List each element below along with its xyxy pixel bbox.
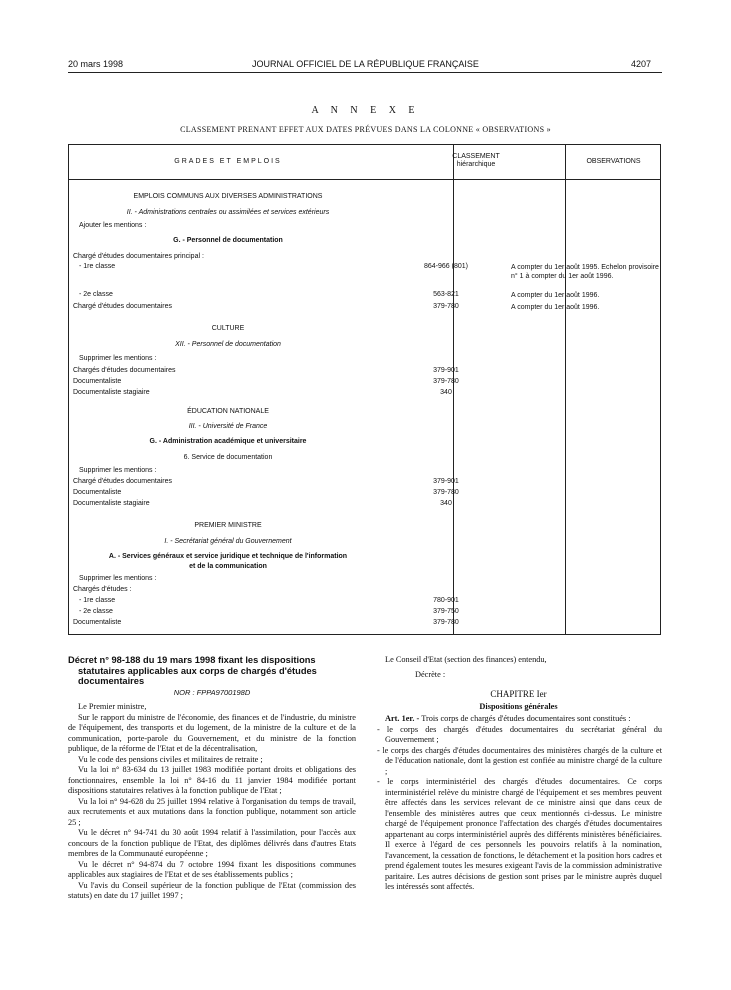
observation-text: A compter du 1er août 1996. [511,304,600,311]
table-row [69,499,660,509]
table-row [69,192,660,202]
table-row [69,302,660,312]
classement-value: 379-780 [433,378,459,385]
classement-value: 379-780 [433,303,459,310]
decrete-line: Décrète : [415,669,446,679]
table-row [69,585,660,595]
visa-paragraph: Vu le code des pensions civiles et militaires de retraite ; [78,754,263,764]
table-row [69,208,660,218]
header-divider [69,179,660,180]
table-row [69,252,660,262]
section-heading: G. - Personnel de documentation [173,237,283,244]
decret-visas [68,702,356,902]
visa-paragraph: Vu la loi n° 94-628 du 25 juillet 1994 relative à l'organisation du temps de travail, aux recrutements et aux mutations dans la fonction publique, notamment son article 25 ; [68,796,356,827]
row-label: Supprimer les mentions : [79,467,157,474]
classement-value: 379-780 [433,619,459,626]
table-row [69,607,660,617]
header-rule [68,72,662,73]
article-label: Art. 1er. - [385,714,420,723]
classement-value: 379-780 [433,489,459,496]
table-row [69,221,660,231]
classement-value: 340 [440,389,452,396]
conseil-line: Le Conseil d'Etat (section des finances) entendu, [385,655,547,664]
table-row [69,618,660,628]
table-row [69,262,660,280]
header-classement: CLASSEMENT hiérarchique [452,153,500,168]
visa-paragraph: Vu la loi n° 83-634 du 13 juillet 1983 modifiée portant droits et obligations des fonctionnaires, ensemble la loi n° 84-16 du 11 janvier 1984 modifiée portant dispositions statutaires relatives à la fonction publique de l'Etat ; [68,765,356,795]
section-heading: XII. - Personnel de documentation [175,341,281,348]
classement-value: 379-750 [433,608,459,615]
table-row [69,236,660,246]
annexe-title: A N N E X E [311,105,420,116]
chapitre-heading: CHAPITRE Ier [490,689,547,699]
table-row [69,437,660,447]
table-row [69,354,660,364]
section-heading: PREMIER MINISTRE [194,522,262,529]
header-grades: GRADES ET EMPLOIS [174,158,282,165]
table-row [69,388,660,398]
classement-value: 864-966 (801) [424,263,468,270]
visa-paragraph: Sur le rapport du ministre de l'économie, des finances et de l'industrie, du ministre de l'équipement, des transports et du logement, de la ministre de la culture et de la communication, porte-parole du Gouvernement, et du ministre de la fonction publique, de la réforme de l'Etat et de la décentralisation, [68,712,356,753]
visa-paragraph: Vu le décret n° 94-874 du 7 octobre 1994 fixant les dispositions communes applicables aux stagiaires de l'Etat et de ses établissements publics ; [68,859,356,879]
section-heading: CULTURE [211,325,245,332]
observation-text: A compter du 1er août 1995. Echelon provisoire n° 1 à compter du 1er août 1996. [511,264,659,280]
section-heading: I. - Secrétariat général du Gouvernement [164,538,292,545]
grade-label: - 2e classe [69,607,381,617]
table-row [69,324,660,334]
header-observations: OBSERVATIONS [586,158,641,165]
row-label: Supprimer les mentions : [79,355,157,362]
table-row [69,521,660,531]
section-heading-line2: et de la communication [189,563,267,570]
table-row [69,453,660,463]
section-heading: II. - Administrations centrales ou assimilées et services extérieurs [126,209,330,216]
section-heading: ÉDUCATION NATIONALE [187,408,269,415]
table-row [69,537,660,547]
table-row [69,488,660,498]
journal-title: JOURNAL OFFICIEL DE LA RÉPUBLIQUE FRANÇAISE [252,59,479,69]
observation-text: A compter du 1er août 1996. [511,292,600,299]
dispositions-heading: Dispositions générales [479,701,558,711]
annexe-subtitle: CLASSEMENT PRENANT EFFET AUX DATES PRÉVUES DANS LA COLONNE « OBSERVATIONS » [180,125,551,134]
section-heading: 6. Service de documentation [183,454,273,461]
grade-label: Chargé d'études documentaires [69,302,381,312]
article-items [375,725,662,893]
table-row [69,366,660,376]
row-label: Supprimer les mentions : [79,575,157,582]
grade-label: Documentaliste stagiaire [69,499,381,509]
section-heading: A. - Services généraux et service juridique et technique de l'information [108,553,348,560]
decret-title: Décret n° 98-188 du 19 mars 1998 fixant les dispositions statutaires applicables aux corps de chargés d'études documentaires [68,655,317,686]
grade-label: - 2e classe [69,290,381,300]
grade-label: Documentaliste stagiaire [69,388,381,398]
table-row [69,552,660,570]
section-heading: G. - Administration académique et universitaire [149,438,307,445]
article-list-item: - le corps des chargés d'études documentaires des ministères chargés de la culture et de l'éducation nationale, dont la gestion est confiée au ministre chargé de la culture ; [377,745,662,776]
article-list-item: - le corps des chargés d'études documentaires du secrétariat général du Gouvernement ; [377,724,662,744]
grade-label: Documentaliste [69,618,381,628]
table-row [69,407,660,417]
grade-label: Chargé d'études documentaires [69,477,381,487]
classement-value: 379-901 [433,478,459,485]
grade-label: - 1re classe [69,596,381,606]
article-intro: Trois corps de chargés d'études documentaires sont constitués : [421,714,631,723]
grade-label: Documentaliste [69,488,381,498]
row-label: Ajouter les mentions : [79,222,147,229]
visa-paragraph: Vu l'avis du Conseil supérieur de la fonction publique de l'Etat (commission des statuts) en date du 17 juillet 1997 ; [68,880,356,900]
decret-nor: NOR : FPPA9700198D [173,687,251,697]
classement-value: 780-901 [433,597,459,604]
table-row [69,377,660,387]
section-heading: III. - Université de France [188,423,268,430]
table-row [69,574,660,584]
table-row [69,477,660,487]
page-number: 4207 [631,59,652,69]
decret-right-column [375,655,662,893]
classement-value: 379-901 [433,367,459,374]
header-date: 20 mars 1998 [68,59,124,69]
grade-label: Chargés d'études documentaires [69,366,381,376]
row-label: Chargé d'études documentaires principal : [73,253,204,260]
table-row [69,340,660,350]
grade-label: Documentaliste [69,377,381,387]
classement-value: 563-821 [433,291,459,298]
classement-value: 340 [440,500,452,507]
table-row [69,466,660,476]
table-row [69,422,660,432]
decret-left-column [68,655,356,902]
visa-paragraph: Vu le décret n° 94-741 du 30 août 1994 relatif à l'assimilation, pour l'accès aux concours de la fonction publique de l'Etat, des diplômes délivrés dans d'autres Etats membres de la Communauté européenne ; [68,828,356,858]
grade-label: - 1re classe [69,262,381,272]
section-heading: EMPLOIS COMMUNS AUX DIVERSES ADMINISTRATIONS [133,193,323,200]
table-row [69,596,660,606]
row-label: Chargés d'études : [73,586,132,593]
table-row [69,290,660,300]
premier-ministre-line: Le Premier ministre, [78,702,147,711]
classement-table [68,144,661,635]
article-list-item: - le corps interministériel des chargés d'études documentaires. Ce corps interministériel relève du ministre chargé de l'équipement et ses membres peuvent être affectés dans les services relevant de ce ministre ainsi que dans ceux de l'ensemble des ministères autres que ceux mentionnés ci-dessus. Le ministre chargé de l'équipement prononce l'affectation des chargés d'études documentaires appartenant au corps interministériel auprès des différents ministères bénéficiaires. Il exerce à l'égard de ces personnels les pouvoirs relatifs à la nomination, l'avancement, la cessation de fonctions, le détachement et la position hors cadres et prend également toutes les mesures exigeant l'avis de la commission administrative paritaire. Les autres décisions de gestion sont prises par le ministre auprès duquel les intéressés sont affectés. [377,777,662,891]
